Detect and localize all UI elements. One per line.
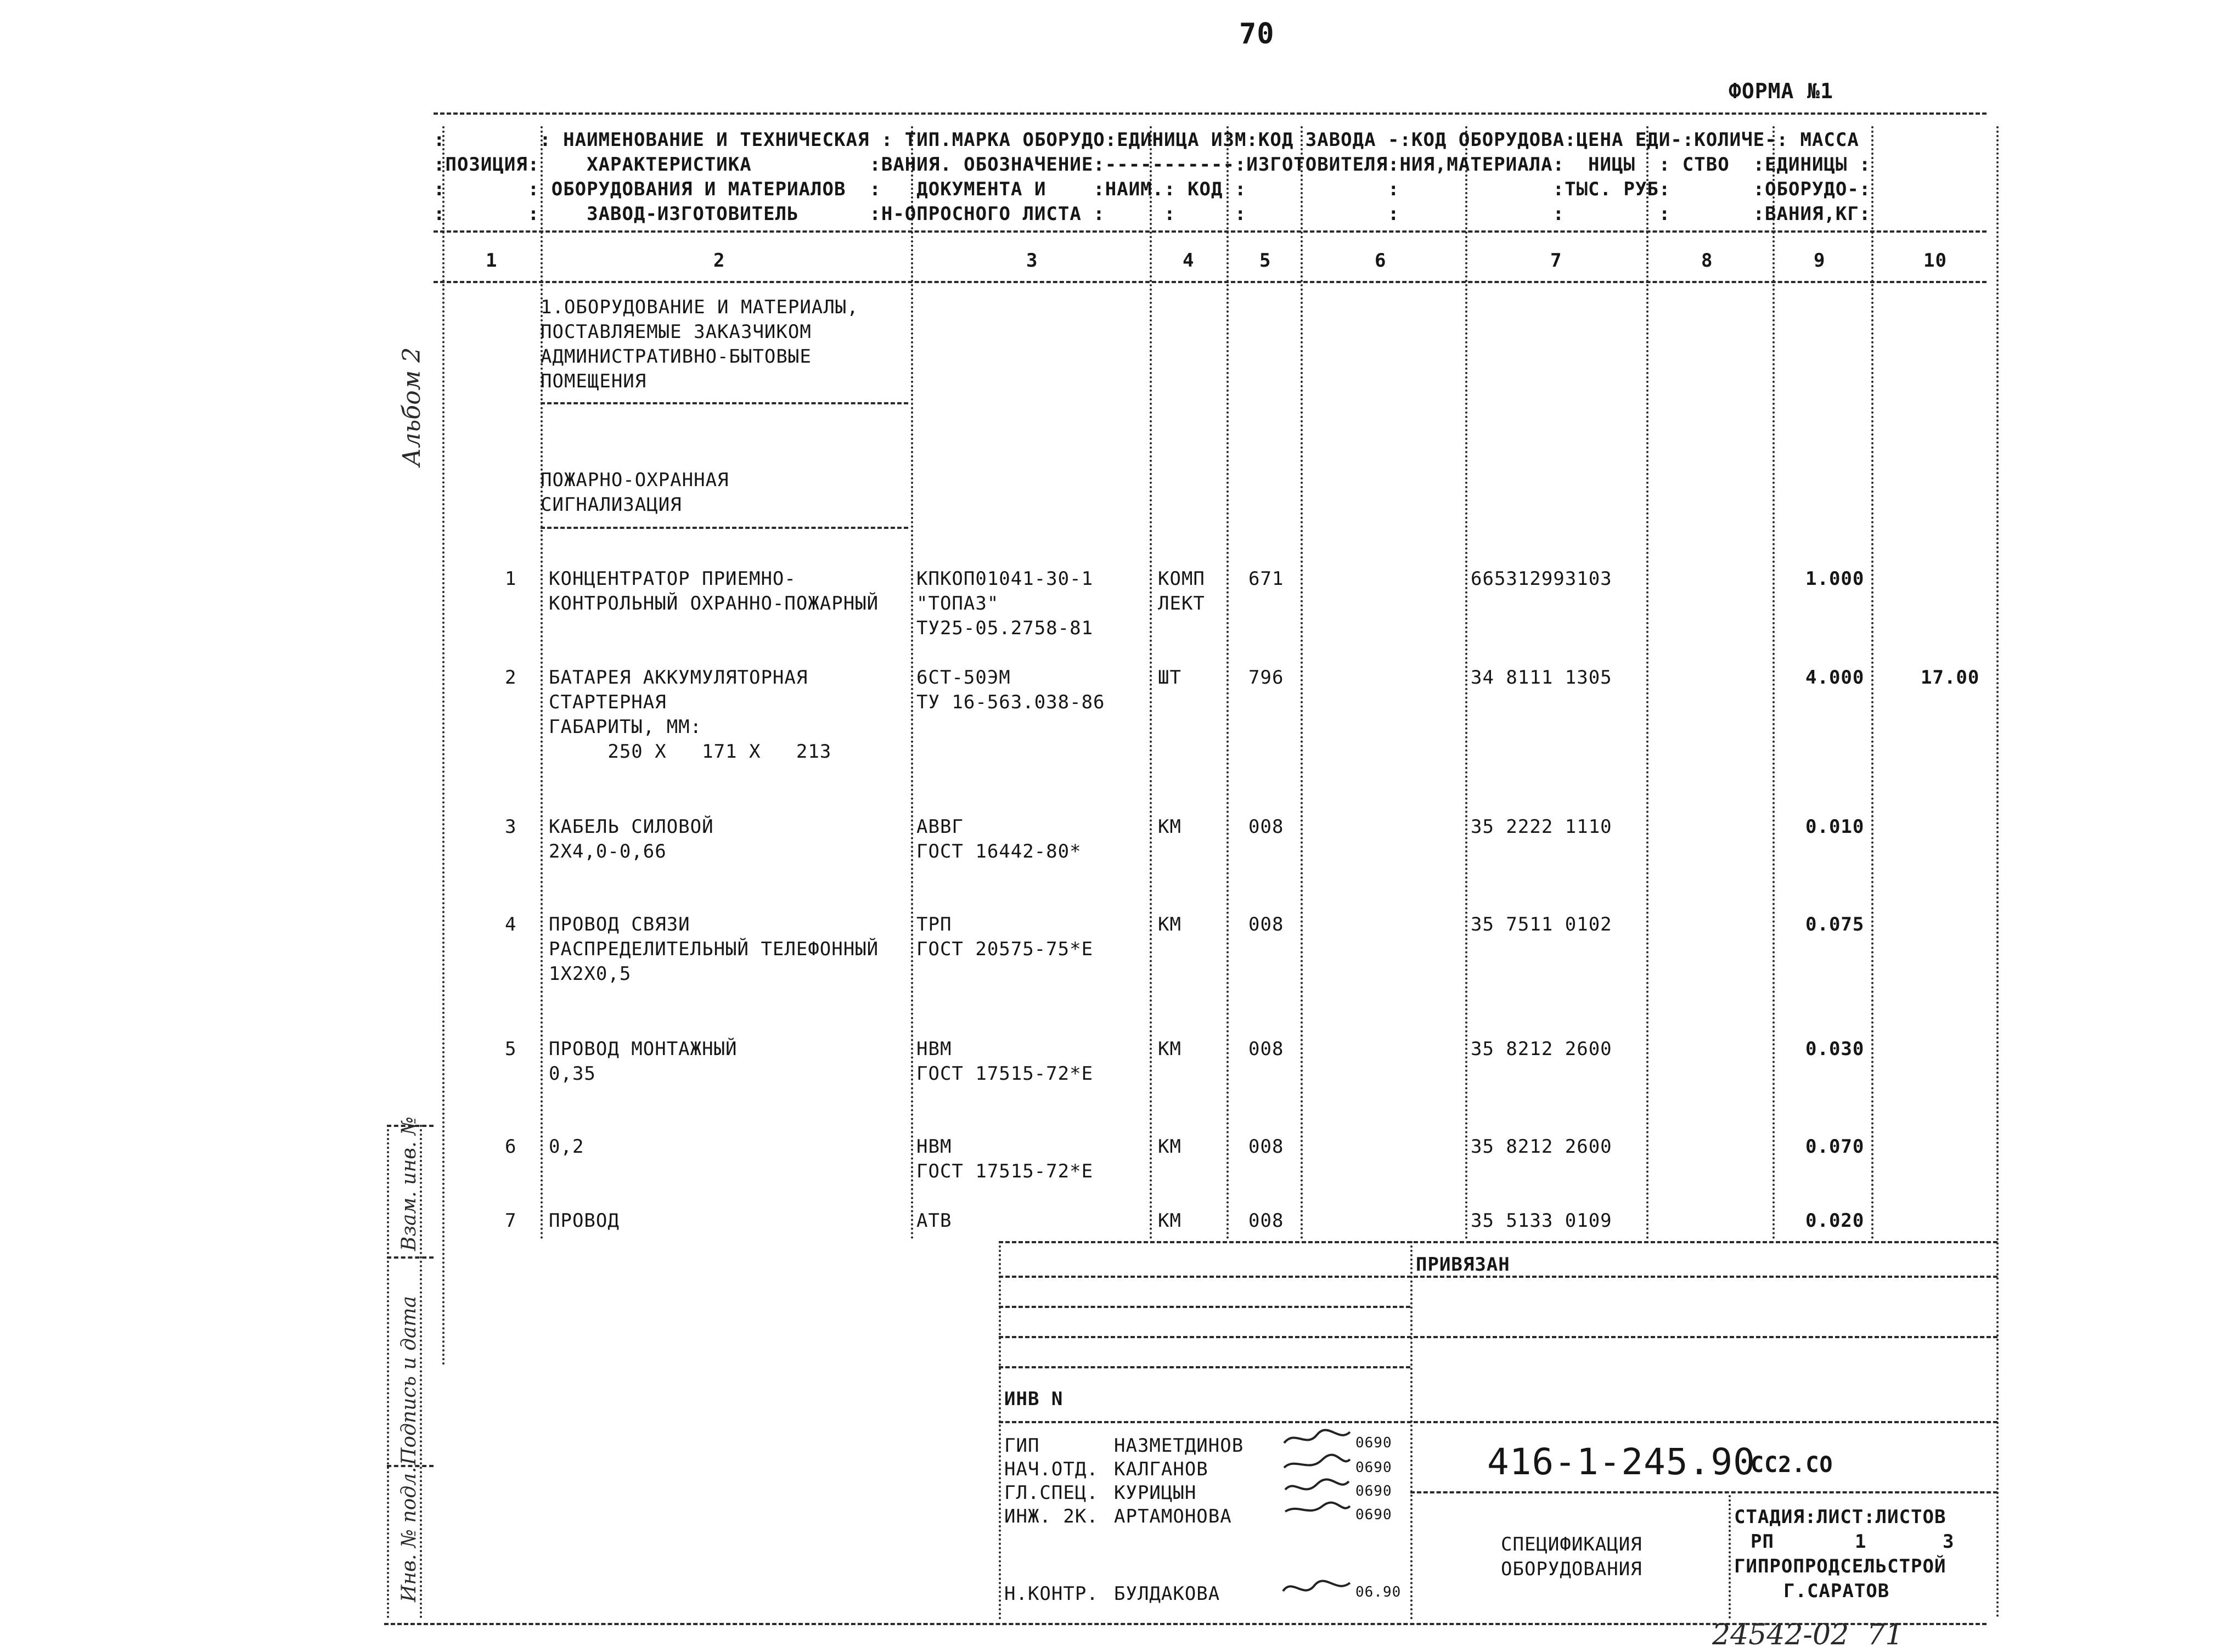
archive-number: 24542-02 71	[1712, 1619, 1904, 1651]
staff-date: 06.90	[1355, 1584, 1402, 1600]
organization-city: Г.САРАТОВ	[1783, 1580, 1890, 1602]
item-qty: 0.075	[1805, 914, 1865, 935]
item-type: АВВГ	[916, 816, 964, 838]
item-unit-code: 008	[1248, 816, 1284, 838]
col-sep-10	[1871, 126, 1873, 1240]
item-unit: КМ	[1158, 1210, 1181, 1232]
item-unit-code: 671	[1248, 568, 1284, 590]
title-block-rule	[999, 1241, 1997, 1243]
item-position: 2	[505, 667, 517, 689]
section-title: АДМИНИСТРАТИВНО-БЫТОВЫЕ	[541, 346, 812, 368]
item-name: 0,2	[549, 1136, 584, 1158]
item-name: РАСПРЕДЕЛИТЕЛЬНЫЙ ТЕЛЕФОННЫЙ	[549, 938, 879, 960]
item-name: КОНЦЕНТРАТОР ПРИЕМНО-	[549, 568, 796, 590]
item-qty: 4.000	[1805, 667, 1865, 689]
item-unit-code: 796	[1248, 667, 1284, 689]
staff-role: ГИП	[1004, 1435, 1040, 1457]
staff-role: ГЛ.СПЕЦ.	[1004, 1482, 1099, 1504]
signature-scribble	[1279, 1427, 1355, 1520]
item-unit: КМ	[1158, 816, 1181, 838]
col-sep-2	[541, 126, 543, 1240]
staff-date: 0690	[1355, 1435, 1392, 1451]
column-number: 3	[1026, 250, 1038, 272]
item-equip-code: 35 8212 2600	[1471, 1136, 1612, 1158]
item-name: ПРОВОД СВЯЗИ	[549, 914, 690, 935]
col-sep-5	[1226, 126, 1229, 1240]
item-type: ГОСТ 17515-72*Е	[916, 1160, 1094, 1182]
item-unit: КОМП	[1158, 568, 1205, 590]
column-number: 10	[1923, 250, 1947, 272]
item-type: ТУ25-05.2758-81	[916, 617, 1094, 639]
side-label: Инв. № подл.	[398, 1467, 420, 1602]
item-position: 4	[505, 914, 517, 935]
item-equip-code: 35 5133 0109	[1471, 1210, 1612, 1232]
item-qty: 0.030	[1805, 1038, 1865, 1060]
item-type: НВМ	[916, 1136, 952, 1158]
form-label: ФОРМА №1	[1729, 79, 1834, 103]
title-block-rule	[999, 1336, 1997, 1338]
item-type: ТУ 16-563.038-86	[916, 691, 1105, 713]
section-title: СИГНАЛИЗАЦИЯ	[541, 494, 682, 516]
sheet-code: СС2.СО	[1751, 1452, 1833, 1478]
staff-date: 0690	[1355, 1507, 1392, 1523]
section-underline	[541, 527, 908, 529]
col-sep-3	[911, 126, 913, 1240]
col-sep-7	[1465, 126, 1467, 1240]
staff-role: Н.КОНТР.	[1004, 1583, 1099, 1605]
column-number-rule	[434, 281, 1987, 283]
organization-name: ГИПРОПРОДСЕЛЬСТРОЙ	[1734, 1555, 1946, 1577]
stage-header: СТАДИЯ:ЛИСТ:ЛИСТОВ	[1734, 1506, 1946, 1528]
table-header-row: : : НАИМЕНОВАНИЕ И ТЕХНИЧЕСКАЯ : ТИП.МАРКА ОБОРУДО:ЕДИНИЦА ИЗМ:КОД ЗАВОДА -:КОД ОБОРУДОВА:ЦЕНА ЕДИ-:КОЛИЧЕ-: МАССА	[434, 129, 1859, 151]
item-unit: КМ	[1158, 1136, 1181, 1158]
section-title: ПОСТАВЛЯЕМЫЕ ЗАКАЗЧИКОМ	[541, 321, 812, 343]
title-block-divider	[1410, 1241, 1413, 1620]
col-sep-6	[1301, 126, 1303, 1240]
table-header-row: :ПОЗИЦИЯ: ХАРАКТЕРИСТИКА :ВАНИЯ. ОБОЗНАЧЕНИЕ:-----------:ИЗГОТОВИТЕЛЯ:НИЯ,МАТЕРИАЛА: НИЦЫ : СТВО :ЕДИНИЦЫ :	[434, 154, 1871, 176]
sheet-value: 1	[1855, 1531, 1867, 1553]
item-name: 250 Х 171 Х 213	[549, 741, 832, 763]
item-unit: КМ	[1158, 1038, 1181, 1060]
side-label: Взам. инв. №	[398, 1116, 420, 1251]
col-sep-11	[1996, 126, 1999, 1619]
item-type: ГОСТ 17515-72*Е	[916, 1063, 1094, 1085]
album-note: Альбом 2	[398, 347, 426, 466]
column-number: 6	[1375, 250, 1387, 272]
page-number: 70	[1239, 18, 1275, 50]
item-mass: 17.00	[1921, 667, 1980, 689]
item-name: ПРОВОД	[549, 1210, 620, 1232]
signature-scribble	[1279, 1575, 1355, 1602]
item-equip-code: 34 8111 1305	[1471, 667, 1612, 689]
title-block-rule	[999, 1421, 1997, 1423]
item-type: 6СТ-50ЭМ	[916, 667, 1011, 689]
item-unit: ЛЕКТ	[1158, 593, 1205, 614]
column-number: 5	[1259, 250, 1271, 272]
table-header-row: : : ЗАВОД-ИЗГОТОВИТЕЛЬ :Н-ОПРОСНОГО ЛИСТА : : : : : : :ВАНИЯ,КГ:	[434, 203, 1871, 225]
spec-title: СПЕЦИФИКАЦИЯ	[1501, 1533, 1642, 1555]
item-position: 3	[505, 816, 517, 838]
item-type: НВМ	[916, 1038, 952, 1060]
staff-role: ИНЖ. 2К.	[1004, 1506, 1099, 1527]
table-header-row: : : ОБОРУДОВАНИЯ И МАТЕРИАЛОВ : ДОКУМЕНТА И :НАИМ.: КОД : : :ТЫС. РУБ: :ОБОРУДО-:	[434, 178, 1871, 200]
item-unit: ШТ	[1158, 667, 1181, 689]
item-equip-code: 35 2222 1110	[1471, 816, 1612, 838]
side-frame-rule	[387, 1256, 434, 1259]
item-equip-code: 35 7511 0102	[1471, 914, 1612, 935]
col-sep-1	[442, 126, 444, 1366]
item-name: КАБЕЛЬ СИЛОВОЙ	[549, 816, 714, 838]
item-name: 2Х4,0-0,66	[549, 841, 667, 862]
item-equip-code: 35 8212 2600	[1471, 1038, 1612, 1060]
title-block-rule	[999, 1366, 1410, 1368]
item-type: ГОСТ 20575-75*Е	[916, 938, 1094, 960]
side-label: Подпись и дата	[398, 1296, 420, 1465]
item-type: ГОСТ 16442-80*	[916, 841, 1082, 862]
item-position: 6	[505, 1136, 517, 1158]
item-qty: 0.020	[1805, 1210, 1865, 1232]
item-position: 5	[505, 1038, 517, 1060]
staff-name: КУРИЦЫН	[1114, 1482, 1197, 1504]
item-equip-code: 665312993103	[1471, 568, 1612, 590]
title-block-divider	[1729, 1495, 1731, 1619]
sheets-value: 3	[1943, 1531, 1955, 1553]
item-unit-code: 008	[1248, 1136, 1284, 1158]
item-name: БАТАРЕЯ АККУМУЛЯТОРНАЯ	[549, 667, 808, 689]
item-qty: 1.000	[1805, 568, 1865, 590]
column-number: 7	[1550, 250, 1562, 272]
spec-title: ОБОРУДОВАНИЯ	[1501, 1558, 1642, 1580]
item-type: ТРП	[916, 914, 952, 935]
document-code: 416-1-245.90	[1487, 1441, 1755, 1483]
item-unit-code: 008	[1248, 1210, 1284, 1232]
item-name: ПРОВОД МОНТАЖНЫЙ	[549, 1038, 738, 1060]
title-block-divider	[999, 1241, 1001, 1620]
staff-role: НАЧ.ОТД.	[1004, 1458, 1099, 1480]
col-sep-9	[1773, 126, 1775, 1240]
item-name: ГАБАРИТЫ, ММ:	[549, 716, 702, 738]
col-sep-8	[1646, 126, 1648, 1240]
column-number: 4	[1183, 250, 1195, 272]
column-number: 9	[1814, 250, 1826, 272]
item-name: 0,35	[549, 1063, 596, 1085]
item-position: 1	[505, 568, 517, 590]
item-name: СТАРТЕРНАЯ	[549, 691, 667, 713]
section-underline	[541, 402, 908, 404]
column-number: 8	[1701, 250, 1713, 272]
item-qty: 0.010	[1805, 816, 1865, 838]
item-type: КПКОП01041-30-1	[916, 568, 1094, 590]
section-title: 1.ОБОРУДОВАНИЕ И МАТЕРИАЛЫ,	[541, 296, 859, 318]
staff-date: 0690	[1355, 1483, 1392, 1499]
title-block-rule	[1410, 1491, 1997, 1493]
column-number: 1	[486, 250, 498, 272]
col-sep-4	[1150, 126, 1152, 1240]
item-name: 1Х2Х0,5	[549, 963, 632, 985]
item-unit-code: 008	[1248, 914, 1284, 935]
item-qty: 0.070	[1805, 1136, 1865, 1158]
table-top-rule	[434, 112, 1987, 115]
item-position: 7	[505, 1210, 517, 1232]
section-title: ПОЖАРНО-ОХРАННАЯ	[541, 469, 729, 491]
staff-date: 0690	[1355, 1459, 1392, 1476]
stage-value: РП	[1751, 1531, 1774, 1553]
item-name: КОНТРОЛЬНЫЙ ОХРАННО-ПОЖАРНЫЙ	[549, 593, 879, 614]
section-title: ПОМЕЩЕНИЯ	[541, 370, 647, 392]
inv-label: ИНВ N	[1004, 1388, 1064, 1410]
item-unit: КМ	[1158, 914, 1181, 935]
column-number: 2	[713, 250, 725, 272]
title-block-rule	[999, 1276, 1997, 1278]
item-type: АТВ	[916, 1210, 952, 1232]
header-rule	[434, 230, 1987, 233]
linked-label: ПРИВЯЗАН	[1416, 1254, 1510, 1276]
item-unit-code: 008	[1248, 1038, 1284, 1060]
item-type: "ТОПАЗ"	[916, 593, 999, 614]
staff-name: БУЛДАКОВА	[1114, 1583, 1220, 1605]
staff-name: АРТАМОНОВА	[1114, 1506, 1232, 1527]
staff-name: НАЗМЕТДИНОВ	[1114, 1435, 1244, 1457]
side-frame-line	[387, 1125, 389, 1619]
staff-name: КАЛГАНОВ	[1114, 1458, 1208, 1480]
title-block-rule	[999, 1306, 1410, 1308]
